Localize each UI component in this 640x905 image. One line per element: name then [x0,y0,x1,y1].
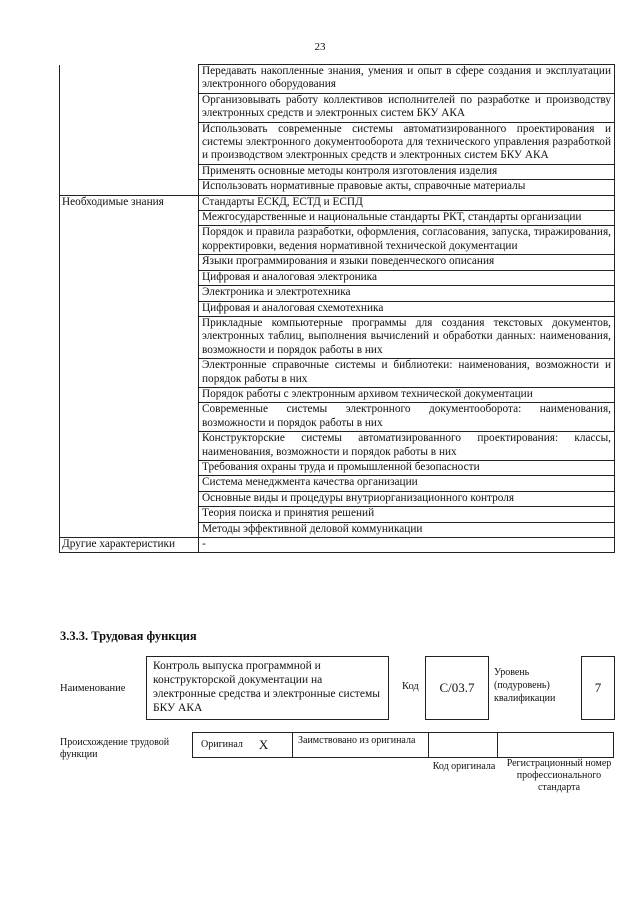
row-item: Цифровая и аналоговая схемотехника [199,301,615,316]
origin-reg-caption: Регистрационный номер профессионального стандарта [506,758,612,793]
row-item: Требования охраны труда и промышленной безопасности [199,460,615,475]
row-item: Передавать накопленные знания, умения и опыт в сфере создания и эксплуатации электронного оборудования [199,65,615,94]
row-item: Электроника и электротехника [199,286,615,301]
row-item: Стандарты ЕСКД, ЕСТД и ЕСПД [199,195,615,210]
table-row [60,65,615,94]
qualification-level-label: Уровень (подуровень) квалификации [494,667,556,704]
row-item: Использовать нормативные правовые акты, справочные материалы [199,180,615,195]
row-item: Электронные справочные системы и библиотеки: наименования, возможности и порядок работы в них [199,359,615,388]
skills-table-body [60,65,615,553]
row-item: Современные системы электронного документооборота: наименования, возможности и порядок работы в них [199,403,615,432]
row-item: Языки программирования и языки поведенческого описания [199,255,615,270]
function-name-value: Контроль выпуска программной и конструкторской документации на электронные средства и электронные системы БКУ АКА [146,656,389,720]
row-label [60,65,199,196]
table-row [60,538,615,553]
row-item: Порядок и правила разработки, оформления, согласования, запуска, тиражирования, корректировки, ведения нормативной технической документации [199,226,615,255]
function-name-label: Наименование [60,683,126,694]
function-code-value: C/03.7 [425,656,489,720]
row-item: Использовать современные системы автоматизированного проектирования и системы электронного документооборота для технического управления разработкой и производством электронных средств и электронных систем БКУ АКА [199,122,615,164]
function-code-label: Код [402,681,419,692]
origin-label: Происхождение трудовой функции [60,737,170,760]
origin-reg-number-cell [498,732,614,758]
origin-original-cell [192,732,293,758]
row-item: Организовывать работу коллективов исполнителей по разработке и производству электронных средств и электронных систем БКУ АКА [199,93,615,122]
row-item: Порядок работы с электронным архивом технической документации [199,387,615,402]
origin-code-caption: Код оригинала [432,761,496,772]
origin-borrowed-cell: Заимствовано из оригинала [293,732,429,758]
row-label: Другие характеристики [60,538,199,553]
origin-original-label: Оригинал [201,739,243,750]
row-item: Методы эффективной деловой коммуникации [199,522,615,537]
skills-table [59,64,615,553]
row-item: Основные виды и процедуры внутриорганизационного контроля [199,491,615,506]
row-item: Прикладные компьютерные программы для создания текстовых документов, электронных таблиц, выполнения вычислений и обработки данных: наименования, возможности и порядок работы в них [199,316,615,358]
row-item: Конструкторские системы автоматизированного проектирования: классы, наименования, возможности и порядок работы в них [199,432,615,461]
origin-code-cell [429,732,498,758]
origin-original-mark: X [258,737,269,752]
row-label: Необходимые знания [60,195,199,537]
page-number: 23 [314,41,326,53]
row-item: Цифровая и аналоговая электроника [199,270,615,285]
row-item: Система менеджмента качества организации [199,476,615,491]
row-item: Межгосударственные и национальные стандарты РКТ, стандарты организации [199,211,615,226]
row-item: Применять основные методы контроля изготовления изделия [199,164,615,179]
section-title: 3.3.3. Трудовая функция [60,629,197,643]
qualification-level-value: 7 [581,656,615,720]
table-row [60,195,615,210]
row-item: Теория поиска и принятия решений [199,507,615,522]
origin-row [192,732,614,758]
row-item: - [199,538,615,553]
